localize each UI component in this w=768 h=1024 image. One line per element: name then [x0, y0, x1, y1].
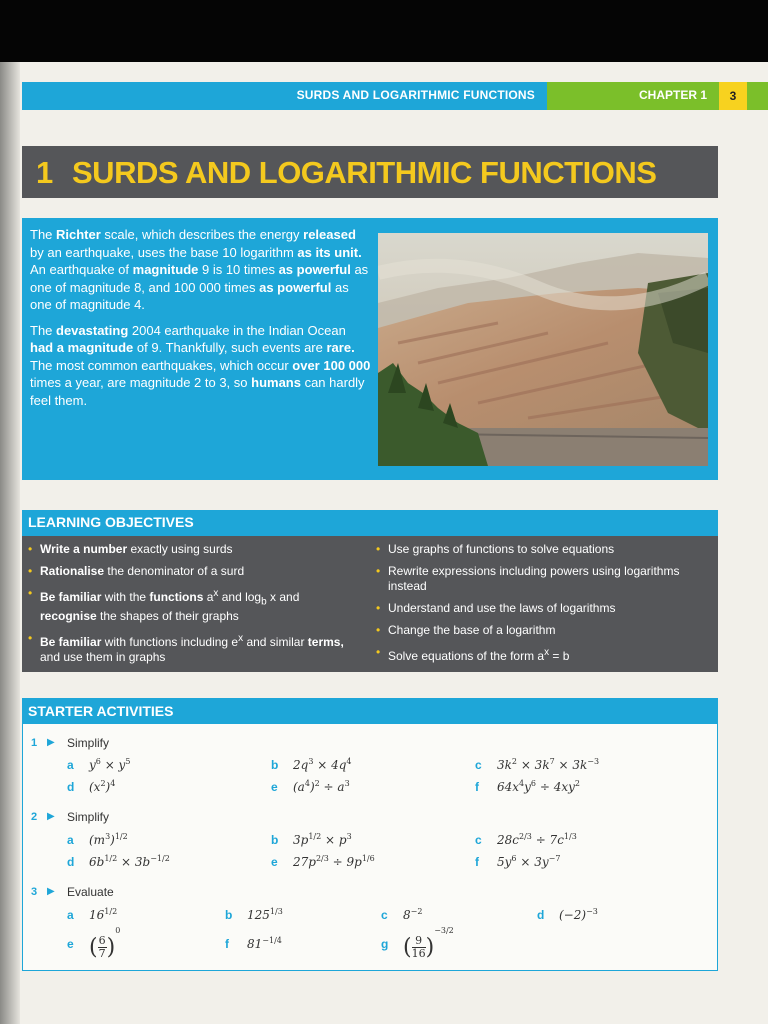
starter-activities-heading-bar — [22, 698, 718, 724]
question-1-part-d-label: d — [67, 780, 75, 794]
intro-paragraph-1: The Richter scale, which describes the energy released by an earthquake, uses the base 10 logarithm as its unit. An earthquake of magnitude 9 is 10 times as powerful as one of magnitude 8, and 100 000 times as powerful as one of magnitude 4. — [30, 227, 369, 312]
question-2-part-a-label: a — [67, 833, 74, 847]
question-1-part-a-label: a — [67, 758, 74, 772]
objective-left-2: • Rationalise the denominator of a surd — [28, 564, 245, 578]
bullet-icon: • — [28, 631, 33, 646]
objective-right-4: • Change the base of a logarithm — [376, 623, 556, 637]
objective-right-5: • Solve equations of the form $a^x = b$ — [376, 645, 570, 663]
page-edge-tab — [747, 82, 768, 110]
intro-paragraph-2: The devastating 2004 earthquake in the Indian Ocean had a magnitude of 9. Thankfully, such events are rare. The most common earthquakes, which occur over 100 000 times a year, are magnitude 2 to 3, so humans can hardly feel them. — [30, 322, 371, 408]
objective-right-3: • Understand and use the laws of logarithms — [376, 601, 616, 615]
objectives-right-column — [376, 542, 706, 671]
question-2-part-e-label: e — [271, 855, 278, 869]
objective-left-1: • Write a number exactly using surds — [28, 542, 233, 556]
question-2-part-b-label: b — [271, 833, 279, 847]
bullet-icon: • — [376, 542, 381, 556]
question-1-part-c-label: c — [475, 758, 482, 772]
earthquake-landslide-photo — [378, 233, 708, 466]
question-2-part-c-label: c — [475, 833, 482, 847]
question-3-part-c-expression: $8^{-2}$ — [403, 907, 423, 922]
question-2-part-d-expression: $6b^{1/2} \times 3b^{-1/2}$ — [89, 854, 170, 869]
question-2-part-c-expression: $28c^{2/3} \div 7c^{1/3}$ — [497, 832, 577, 847]
question-3-prompt: Evaluate — [67, 885, 114, 899]
page-spine-shadow — [0, 62, 20, 1024]
question-2-arrow-icon: ▶ — [47, 811, 55, 822]
chapter-label: CHAPTER 1 — [638, 88, 707, 102]
question-3-part-d-expression: $(-2)^{-3}$ — [559, 907, 598, 922]
question-2-number: 2 — [31, 811, 38, 823]
objectives-left-column — [28, 542, 358, 672]
chapter-tab — [547, 82, 719, 110]
question-3-part-f-label: f — [225, 937, 229, 951]
question-1-number: 1 — [31, 737, 38, 749]
bullet-icon: • — [28, 542, 33, 556]
question-3-part-b-label: b — [225, 908, 233, 922]
objective-left-3: • Be familiar with the functions $a^x$ and $\log_b x$ and recognise the shapes of their graphs — [28, 586, 300, 624]
learning-objectives-heading-bar — [22, 510, 718, 536]
page-number: 3 — [719, 82, 747, 110]
question-3-part-f-expression: $81^{-1/4}$ — [247, 936, 282, 951]
chapter-number: 1 — [36, 155, 54, 190]
chapter-banner — [22, 146, 718, 198]
intro-text — [30, 226, 372, 417]
question-1-part-f-expression: $64x^4y^6 \div 4xy^2$ — [497, 779, 580, 794]
objective-right-2: • Rewrite expressions including powers using logarithms instead — [376, 564, 680, 593]
objective-left-4: • Be familiar with functions including $e^x$ and similar terms, and use them in graphs — [28, 631, 344, 665]
learning-objectives-heading: LEARNING OBJECTIVES — [28, 514, 194, 530]
question-2-part-b-expression: $3p^{1/2} \times p^3$ — [293, 832, 352, 847]
question-1-arrow-icon: ▶ — [47, 737, 55, 748]
question-1-part-e-label: e — [271, 780, 278, 794]
question-1-part-d-expression: $(x^2)^4$ — [89, 779, 116, 794]
question-1-part-b-label: b — [271, 758, 279, 772]
question-1-part-c-expression: $3k^2 \times 3k^7 \times 3k^{-3}$ — [497, 757, 600, 772]
starter-activities-panel — [22, 724, 718, 971]
question-3-part-g-expression: ( $\frac{9}{16}$ )$^{-3/2}$ — [403, 926, 454, 960]
question-3-part-a-expression: $16^{1/2}$ — [89, 907, 118, 922]
question-3-part-d-label: d — [537, 908, 545, 922]
question-3-part-c-label: c — [381, 908, 388, 922]
question-3-part-a-label: a — [67, 908, 74, 922]
bullet-icon: • — [376, 564, 381, 578]
bullet-icon: • — [376, 645, 381, 659]
bullet-icon: • — [28, 586, 33, 600]
chapter-title: SURDS AND LOGARITHMIC FUNCTIONS — [72, 155, 657, 190]
bullet-icon: • — [376, 623, 381, 637]
question-3-part-g-label: g — [381, 937, 389, 951]
question-2-part-e-expression: $27p^{2/3} \div 9p^{1/6}$ — [293, 854, 375, 869]
question-2-part-d-label: d — [67, 855, 75, 869]
learning-objectives-panel — [22, 536, 718, 672]
question-3-part-e-expression: ( $\frac{6}{7}$ )$^0$ — [89, 926, 121, 960]
question-1-prompt: Simplify — [67, 736, 110, 750]
starter-activities-heading: STARTER ACTIVITIES — [28, 703, 174, 719]
question-3-part-e-label: e — [67, 937, 74, 951]
question-1-part-e-expression: $(a^4)^2 \div a^3$ — [293, 779, 350, 794]
question-3-part-b-expression: $125^{1/3}$ — [247, 907, 283, 922]
bullet-icon: • — [28, 564, 33, 578]
objective-right-1: • Use graphs of functions to solve equations — [376, 542, 615, 556]
scan-top-edge — [0, 0, 768, 62]
question-1-part-b-expression: $2q^3 \times 4q^4$ — [293, 757, 352, 772]
question-2-part-a-expression: $(m^3)^{1/2}$ — [89, 832, 128, 847]
question-1-part-f-label: f — [475, 780, 479, 794]
question-2-part-f-label: f — [475, 855, 479, 869]
question-2-prompt: Simplify — [67, 810, 110, 824]
question-3-number: 3 — [31, 886, 38, 898]
question-1-part-a-expression: $y^6 \times y^5$ — [89, 757, 131, 772]
question-2-part-f-expression: $5y^6 \times 3y^{-7}$ — [497, 854, 561, 869]
intro-panel — [22, 218, 718, 480]
running-header — [22, 82, 547, 110]
question-3-arrow-icon: ▶ — [47, 886, 55, 897]
bullet-icon: • — [376, 601, 381, 615]
running-header-title: SURDS AND LOGARITHMIC FUNCTIONS — [296, 88, 535, 102]
